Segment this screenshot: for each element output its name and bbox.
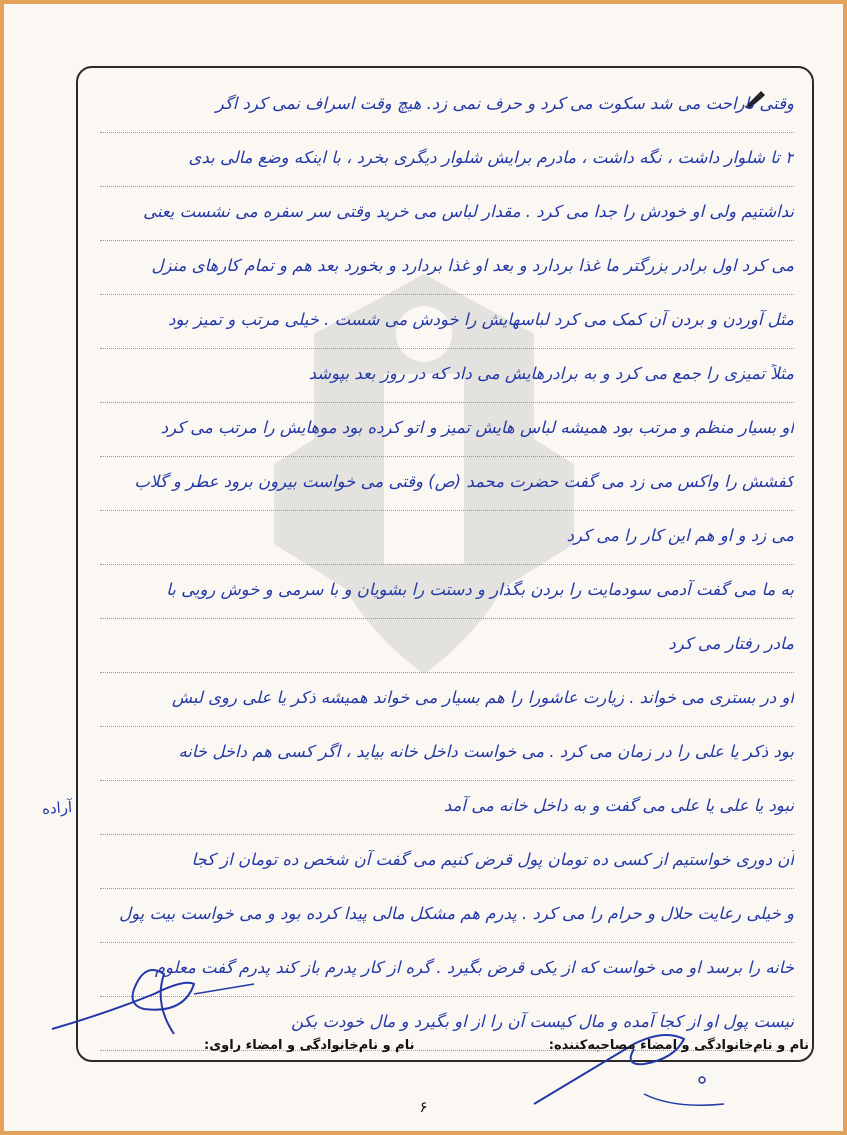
margin-note: آراده [41,797,73,819]
rule-line [100,780,794,781]
rule-line [100,348,794,349]
handwritten-line: مثلاً تمیزی را جمع می کرد و به برادرهایش می داد که در روز بعد بپوشد [308,364,794,383]
handwritten-line: و خیلی رعایت حلال و حرام را می کرد . پدرم هم مشکل مالی پیدا کرده بود و می خواست بیت پول [119,904,794,923]
rule-line [100,996,794,997]
rule-line [100,402,794,403]
rule-line [100,672,794,673]
narrator-signature-label: نام و نام‌خانوادگی و امضاء راوی: [204,1038,415,1053]
rule-line [100,888,794,889]
rule-line [100,510,794,511]
handwritten-line: ۲ تا شلوار داشت ، نگه داشت ، مادرم برایش شلوار دیگری بخرد ، با اینکه وضع مالی بدی [188,148,794,167]
content-frame [76,66,814,1062]
rule-line [100,456,794,457]
rule-line [100,240,794,241]
handwritten-line: می زد و او هم این کار را می کرد [566,526,794,545]
handwritten-line: مثل آوردن و بردن آن کمک می کرد لباسهایش را خودش می شست . خیلی مرتب و تمیز بود [168,310,794,329]
rule-line [100,186,794,187]
handwritten-line: می کرد اول برادر بزرگتر ما غذا بردارد و بعد او غذا بردارد و بخورد بعد هم و تمام کارهای منزل [151,256,794,275]
handwritten-line: او در بستری می خواند . زیارت عاشورا را هم بسیار می خواند همیشه ذکر یا علی روی لبش [171,688,794,707]
handwritten-line: بود ذکر یا علی را در زمان می کرد . می خواست داخل خانه بیاید ، اگر کسی هم داخل خانه [178,742,794,761]
handwritten-line: وقتی ناراحت می شد سکوت می کرد و حرف نمی زد. هیچ وقت اسراف نمی کرد اگر [215,94,794,113]
interviewer-signature-label: نام و نام‌خانوادگی و امضاء مصاحبه‌کننده: [548,1038,809,1053]
rule-line [100,564,794,565]
rule-line [100,132,794,133]
handwritten-line: آن دوری خواستیم از کسی ده تومان پول قرض کنیم می گفت آن شخص ده تومان از کجا [191,850,794,869]
handwritten-line: خانه را برسد او می خواست که از یکی قرض بگیرد . گره از کار پدرم باز کند پدرم گفت معلوم [154,958,794,977]
handwritten-line: به ما می گفت آدمی سودمایت را بردن بگذار و دستت را بشویان و با سرمی و خوش رویی با [166,580,794,599]
rule-line [100,726,794,727]
handwritten-line: مادر رفتار می کرد [668,634,794,653]
rule-line [100,834,794,835]
handwritten-line: نداشتیم ولی او خودش را جدا می کرد . مقدار لباس می خرید وقتی سر سفره می نشست یعنی [143,202,794,221]
rule-line [100,294,794,295]
rule-line [100,942,794,943]
page-number: ۶ [419,1098,428,1116]
handwritten-line: کفشش را واکس می زد می گفت حضرت محمد (ص) وقتی می خواست بیرون برود عطر و گلاب [134,472,794,491]
rule-line [100,618,794,619]
handwritten-line: نیست پول او از کجا آمده و مال کیست آن را از او بگیرد و مال خودت بکن [291,1012,794,1031]
handwritten-line: نبود یا علی یا علی می گفت و به داخل خانه می آمد [443,796,794,815]
handwritten-line: او بسیار منظم و مرتب بود همیشه لباس هایش تمیز و اتو کرده بود موهایش را مرتب می کرد [160,418,794,437]
